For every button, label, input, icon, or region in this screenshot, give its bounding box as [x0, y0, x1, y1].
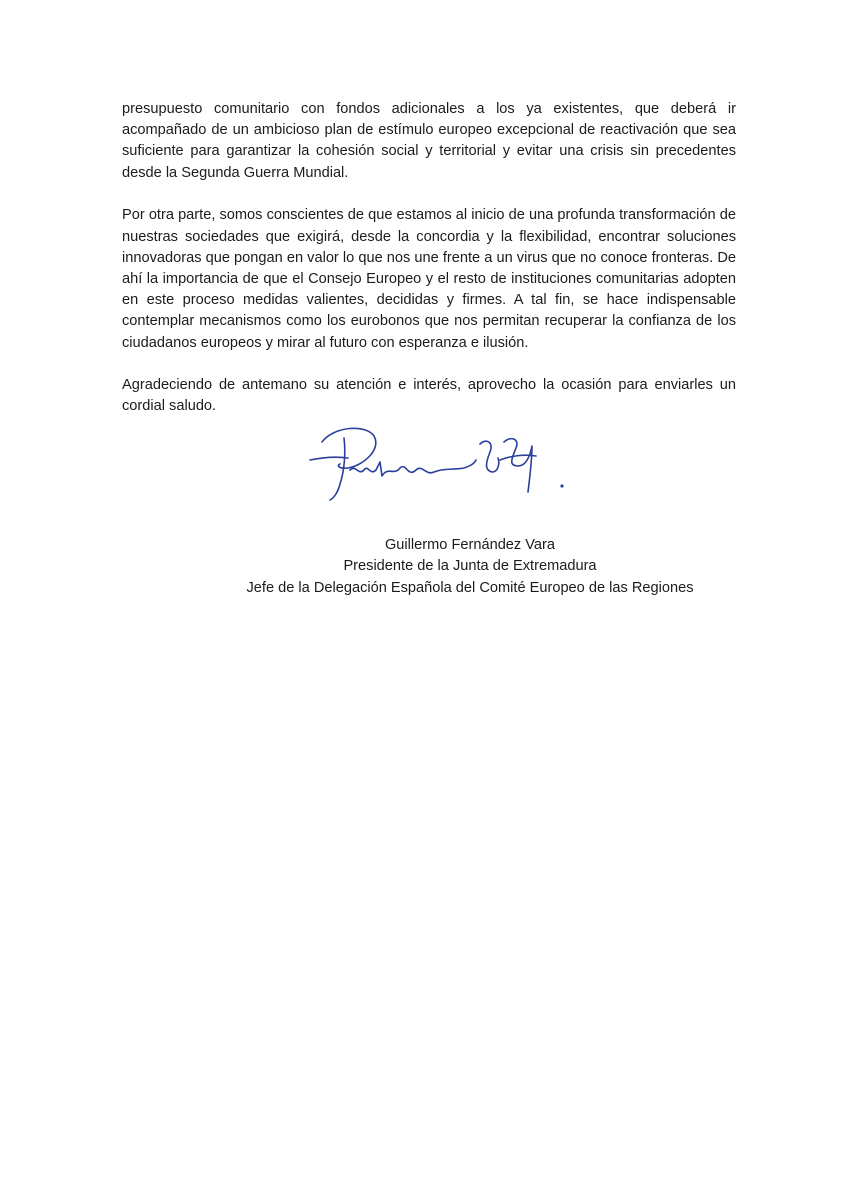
signatory-name: Guillermo Fernández Vara — [384, 537, 556, 553]
signature-final-stroke — [504, 439, 532, 492]
signature-loop-small-stroke — [480, 441, 499, 472]
letter-body — [122, 99, 736, 439]
signature-loop-stroke — [322, 428, 376, 468]
handwritten-signature — [304, 420, 574, 510]
signatory-block — [200, 535, 740, 599]
paragraph-transformation: Por otra parte, somos conscientes de que estamos al inicio de una profunda transformación de nuestras sociedades que exigirá, desde la concordia y la flexibilidad, encontrar soluciones innovadoras que pongan en valor lo que nos une frente a un virus que no conoce fronteras. De ahí la importancia de que el Consejo Europeo y el resto de instituciones comunitarias adopten en este proceso medidas valientes, decididas y firmes. A tal fin, se hace indispensable contemplar mecanismos como los eurobonos que nos permitan recuperar la confianza de los ciudadanos europeos y mirar al futuro con esperanza e ilusión. — [122, 207, 736, 351]
paragraph-closing: Agradeciendo de antemano su atención e interés, aprovecho la ocasión para enviarles un cordial saludo. — [122, 377, 736, 415]
signature-cap-stroke — [500, 455, 536, 460]
signatory-delegation: Jefe de la Delegación Española del Comité Europeo de las Regiones — [246, 579, 694, 596]
signature-lead-stroke — [310, 457, 348, 460]
signatory-position: Presidente de la Junta de Extremadura — [343, 558, 597, 575]
paragraph-budget: presupuesto comunitario con fondos adicionales a los ya existentes, que deberá ir acompañado de un ambicioso plan de estímulo europeo excepcional de reactivación que sea suficiente para garantizar la cohesión social y territorial y evitar una crisis sin precedentes desde la Segunda Guerra Mundial. — [122, 101, 736, 181]
signature-descender-stroke — [330, 438, 345, 500]
signature-middle-stroke — [350, 460, 476, 476]
signature-dot — [560, 484, 563, 487]
